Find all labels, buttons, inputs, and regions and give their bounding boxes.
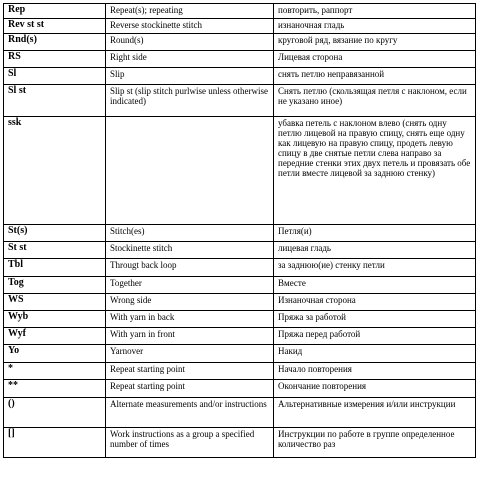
russian-cell: убавка петель с наклоном влево (снять одну петлю лицевой на правую спицу, снять еще одну как лицевую на правую спицу, продеть левую спицу в две снятые петли слева направо за передние стенки этих двух петель и провязать обе петли вместе лицевой за заднюю стенку) bbox=[274, 117, 476, 225]
abbreviation-cell: () bbox=[4, 398, 106, 428]
russian-cell: Накид bbox=[274, 345, 476, 363]
russian-cell: Окончание повторения bbox=[274, 380, 476, 398]
abbreviation-cell: ** bbox=[4, 380, 106, 398]
english-cell: Alternate measurements and/or instructions bbox=[106, 398, 274, 428]
abbreviation-cell: Tog bbox=[4, 277, 106, 294]
english-cell: Repeat starting point bbox=[106, 363, 274, 380]
abbreviation-cell: St(s) bbox=[4, 225, 106, 242]
russian-cell: Альтернативные измерения и/или инструкции bbox=[274, 398, 476, 428]
abbreviation-cell: Rnd(s) bbox=[4, 34, 106, 51]
english-cell: Repeat(s); repeating bbox=[106, 4, 274, 19]
english-cell: Slip bbox=[106, 68, 274, 85]
english-cell: With yarn in front bbox=[106, 328, 274, 345]
abbreviation-cell: Rep bbox=[4, 4, 106, 19]
table-row bbox=[4, 34, 476, 51]
abbreviation-cell: ssk bbox=[4, 117, 106, 225]
english-cell: Slip st (slip stitch purlwise unless otherwise indicated) bbox=[106, 85, 274, 117]
abbreviation-cell: Yo bbox=[4, 345, 106, 363]
english-cell: Yarnover bbox=[106, 345, 274, 363]
table-row bbox=[4, 68, 476, 85]
table-row bbox=[4, 19, 476, 34]
russian-cell: изнаночная гладь bbox=[274, 19, 476, 34]
abbreviation-cell: Wyb bbox=[4, 311, 106, 328]
russian-cell: Пряжа перед работой bbox=[274, 328, 476, 345]
russian-cell: Вместе bbox=[274, 277, 476, 294]
table-row bbox=[4, 311, 476, 328]
table-row bbox=[4, 51, 476, 68]
knitting-abbreviations-table bbox=[3, 3, 476, 458]
table-row bbox=[4, 85, 476, 117]
russian-cell: Пряжа за работой bbox=[274, 311, 476, 328]
table-row bbox=[4, 363, 476, 380]
english-cell: Right side bbox=[106, 51, 274, 68]
table-row bbox=[4, 225, 476, 242]
russian-cell: за заднюю(ие) стенку петли bbox=[274, 259, 476, 277]
table-row bbox=[4, 294, 476, 311]
abbreviation-cell: WS bbox=[4, 294, 106, 311]
table-row bbox=[4, 380, 476, 398]
abbreviation-cell: Sl st bbox=[4, 85, 106, 117]
abbreviation-cell: [] bbox=[4, 428, 106, 458]
russian-cell: снять петлю неправязанной bbox=[274, 68, 476, 85]
table-row bbox=[4, 398, 476, 428]
russian-cell: Начало повторения bbox=[274, 363, 476, 380]
table-row bbox=[4, 242, 476, 259]
english-cell: Stitch(es) bbox=[106, 225, 274, 242]
russian-cell: Петля(и) bbox=[274, 225, 476, 242]
table-row bbox=[4, 117, 476, 225]
russian-cell: круговой ряд, вязание по кругу bbox=[274, 34, 476, 51]
russian-cell: повторить, раппорт bbox=[274, 4, 476, 19]
abbreviation-cell: RS bbox=[4, 51, 106, 68]
table-row bbox=[4, 4, 476, 19]
abbreviation-cell: Rev st st bbox=[4, 19, 106, 34]
table-row bbox=[4, 328, 476, 345]
english-cell: Througt back loop bbox=[106, 259, 274, 277]
abbreviation-cell: Tbl bbox=[4, 259, 106, 277]
table-row bbox=[4, 345, 476, 363]
russian-cell: лицевая гладь bbox=[274, 242, 476, 259]
table-row bbox=[4, 277, 476, 294]
abbreviation-cell: * bbox=[4, 363, 106, 380]
abbreviation-cell: St st bbox=[4, 242, 106, 259]
english-cell: Stockinette stitch bbox=[106, 242, 274, 259]
table-row bbox=[4, 259, 476, 277]
russian-cell: Лицевая сторона bbox=[274, 51, 476, 68]
russian-cell: Изнаночная сторона bbox=[274, 294, 476, 311]
abbreviation-cell: Sl bbox=[4, 68, 106, 85]
russian-cell: Инструкции по работе в группе определенное количество раз bbox=[274, 428, 476, 458]
english-cell: With yarn in back bbox=[106, 311, 274, 328]
english-cell: Work instructions as a group a specified number of times bbox=[106, 428, 274, 458]
english-cell bbox=[106, 117, 274, 225]
english-cell: Wrong side bbox=[106, 294, 274, 311]
table-row bbox=[4, 428, 476, 458]
english-cell: Together bbox=[106, 277, 274, 294]
abbreviation-cell: Wyf bbox=[4, 328, 106, 345]
english-cell: Round(s) bbox=[106, 34, 274, 51]
russian-cell: Снять петлю (скользящая петля с наклоном, если не указано иное) bbox=[274, 85, 476, 117]
english-cell: Reverse stockinette stitch bbox=[106, 19, 274, 34]
english-cell: Repeat starting point bbox=[106, 380, 274, 398]
